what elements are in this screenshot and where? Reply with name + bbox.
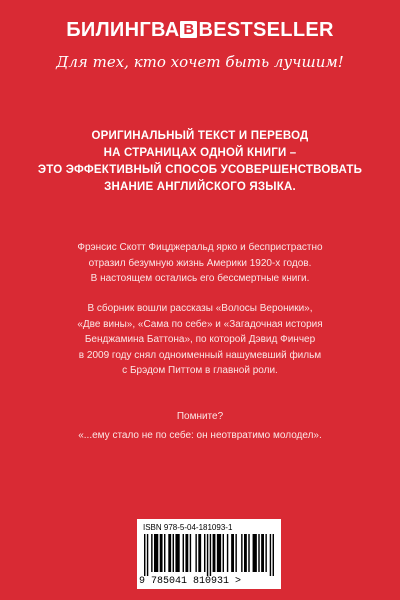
barcode-bar [273,534,274,576]
barcode-bar [258,534,259,572]
series-logo [0,18,400,42]
lead-line: ЗНАНИЕ АНГЛИЙСКОГО ЯЗЫКА. [104,181,296,193]
barcode-bars [144,534,274,576]
barcode-bar [241,534,242,572]
barcode-bar [173,534,174,572]
barcode-bar [244,534,247,572]
barcode-digits: 9 785041 810931 > [139,576,242,587]
barcode-bar [207,534,208,576]
barcode-bar [175,534,179,572]
text-line: В сборник вошли рассказы «Волосы Вероники», [87,303,313,314]
lead-line: НА СТРАНИЦАХ ОДНОЙ КНИГИ – [103,147,297,159]
barcode-bar [210,534,211,576]
barcode-bar [154,534,158,572]
lead-line: ЭТО ЭФФЕКТИВНЫЙ СПОСОБ УСОВЕРШЕНСТВОВАТЬ [37,164,363,176]
barcode-bar [160,534,163,572]
barcode-bar [151,534,152,572]
series-logo-box: B [180,21,197,38]
description-paragraph-2 [0,301,400,379]
barcode-bar [235,534,236,572]
question-line: Помните? [176,411,224,422]
barcode-bar [198,534,201,572]
quote-line: «...ему стало не по себе: он неотвратимо молодел». [78,430,322,441]
barcode-bar [270,534,271,576]
barcode-bar [164,534,165,572]
isbn-label: ISBN 978-5-04-181093-1 [143,523,233,532]
lead-line: ОРИГИНАЛЬНЫЙ ТЕКСТ И ПЕРЕВОД [91,130,309,142]
text-line: с Брэдом Питтом в главной роли. [122,365,278,376]
text-line: Фрэнсис Скотт Фицджеральд ярко и беспристрастно [77,242,323,253]
barcode-bar [195,534,196,572]
text-line: В настоящем остались его бессмертные книги. [90,273,310,284]
barcode-bar [183,534,184,572]
series-name-right: BESTSELLER [198,19,334,41]
barcode-bar [204,534,205,572]
text-line: «Две вины», «Сама по себе» и «Загадочная история [77,318,323,330]
barcode-panel [137,519,281,589]
text-line: отразил безумную жизнь Америки 1920-х годов. [88,257,312,269]
text-line: в 2009 году снял одноименный нашумевший фильм [78,349,322,361]
barcode-bar [227,534,228,572]
barcode-bar [144,534,145,576]
barcode-bar [261,534,264,572]
barcode-bar [190,534,191,572]
barcode-bar [185,534,188,572]
barcode-bar [147,534,148,576]
text-line: Бенджамина Баттона», по которой Дэвид Финчер [84,334,316,345]
barcode-bar [265,534,266,572]
barcode-bar [253,534,257,572]
barcode-bar [213,534,216,572]
barcode-bar [168,534,171,572]
series-tagline: Для тех, кто хочет быть лучшим! [56,53,344,71]
barcode-bar [223,534,224,572]
barcode-bar [248,534,249,572]
lead-text [0,128,400,196]
barcode-bar [231,534,234,572]
barcode-bar [217,534,221,572]
series-name-left: БИЛИНГВА [66,19,180,41]
description-paragraph-1 [0,240,400,287]
